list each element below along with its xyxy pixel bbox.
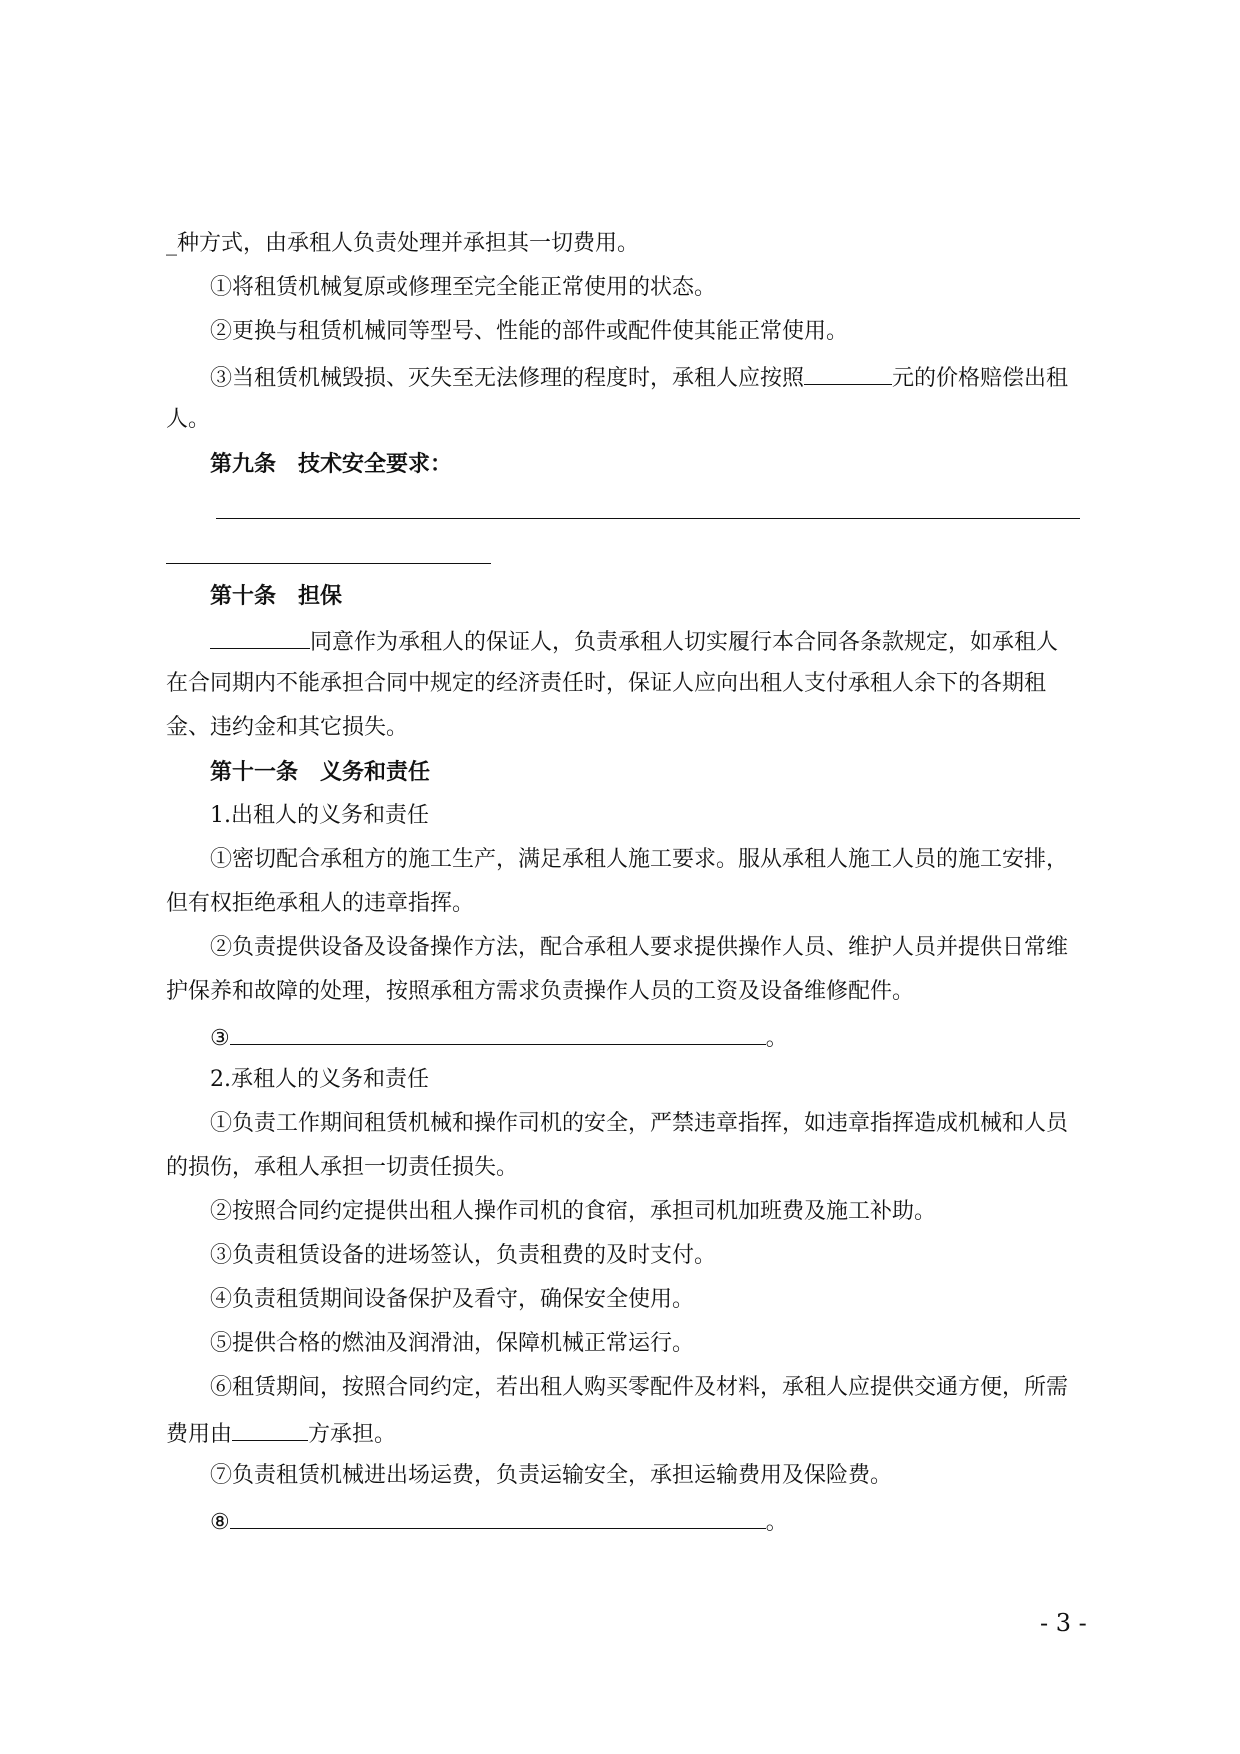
paragraph-line [210,1066,1240,1094]
text: 元的价格赔偿出租 [892,366,1069,391]
text: 。 [765,1026,788,1051]
fill-rule [216,518,1080,519]
paragraph-line [210,1506,1240,1537]
heading-text: 第十一条 义务和责任 [210,759,431,785]
text: ②更换与租赁机械同等型号、性能的部件或配件使其能正常使用。 [210,319,849,344]
text: ①将租赁机械复原或修理至完全能正常使用的状态。 [210,275,717,300]
heading-text: 第十条 担保 [210,583,343,609]
paragraph-line [166,230,1240,258]
section-heading [210,450,1240,478]
text: ⑤提供合格的燃油及润滑油，保障机械正常运行。 [210,1331,695,1356]
paragraph-line [210,1374,1240,1402]
paragraph-line [210,1110,1240,1138]
paragraph-line [210,318,1240,346]
paragraph-line [166,1418,1240,1449]
text: 2.承租人的义务和责任 [210,1067,429,1092]
text: 人。 [166,407,211,432]
fill-blank [230,1506,766,1529]
paragraph-line [166,1154,1240,1182]
paragraph-line [166,406,1240,434]
fill-blank [232,1418,308,1441]
text: 同意作为承租人的保证人，负责承租人切实履行本合同各条款规定，如承租人 [310,630,1059,655]
text: ⑥租赁期间，按照合同约定，若出租人购买零配件及材料，承租人应提供交通方便，所需 [210,1375,1069,1400]
paragraph-line [210,1242,1240,1270]
text: 在合同期内不能承担合同中规定的经济责任时，保证人应向出租人支付承租人余下的各期租 [166,671,1047,696]
paragraph-line [210,846,1240,874]
text: ①密切配合承租方的施工生产，满足承租人施工要求。服从承租人施工人员的施工安排， [210,847,1069,872]
text: ③当租赁机械毁损、灭失至无法修理的程度时，承租人应按照 [210,366,805,391]
paragraph-line [166,978,1240,1006]
text: 。 [765,1510,788,1535]
text: ②按照合同约定提供出租人操作司机的食宿，承担司机加班费及施工补助。 [210,1199,937,1224]
text: ⑧ [210,1510,230,1535]
text: 1.出租人的义务和责任 [210,803,429,828]
paragraph-line [210,802,1240,830]
paragraph-line [210,1286,1240,1314]
paragraph-line [210,626,1240,657]
fill-rule [166,563,491,564]
paragraph-line [210,1462,1240,1490]
text: ⑦负责租赁机械进出场运费，负责运输安全，承担运输费用及保险费。 [210,1463,893,1488]
paragraph-line [210,274,1240,302]
heading-text: 第九条 技术安全要求： [210,451,453,477]
text: _种方式，由承租人负责处理并承担其一切费用。 [166,231,640,256]
text: 费用由 [166,1422,233,1447]
text: 的损伤，承租人承担一切责任损失。 [166,1155,519,1180]
text: ①负责工作期间租赁机械和操作司机的安全，严禁违章指挥，如违章指挥造成机械和人员 [210,1111,1069,1136]
paragraph-line [210,1330,1240,1358]
text: ③负责租赁设备的进场签认，负责租费的及时支付。 [210,1243,717,1268]
paragraph-line [166,670,1240,698]
text: 金、违约金和其它损失。 [166,715,409,740]
paragraph-line [210,1022,1240,1053]
paragraph-line [210,1198,1240,1226]
paragraph-line [210,362,1240,393]
fill-blank [230,1022,766,1045]
text: 方承担。 [308,1422,397,1447]
page-number: - 3 - [1040,1609,1087,1637]
text: ②负责提供设备及设备操作方法，配合承租人要求提供操作人员、维护人员并提供日常维 [210,935,1069,960]
section-heading [210,582,1240,610]
text: ③ [210,1026,230,1051]
fill-blank [210,626,310,649]
text: 但有权拒绝承租人的违章指挥。 [166,891,475,916]
section-heading [210,758,1240,786]
text: ④负责租赁期间设备保护及看守，确保安全使用。 [210,1287,695,1312]
paragraph-line [210,934,1240,962]
fill-blank [804,362,892,385]
paragraph-line [166,714,1240,742]
paragraph-line [166,890,1240,918]
text: 护保养和故障的处理，按照承租方需求负责操作人员的工资及设备维修配件。 [166,979,915,1004]
